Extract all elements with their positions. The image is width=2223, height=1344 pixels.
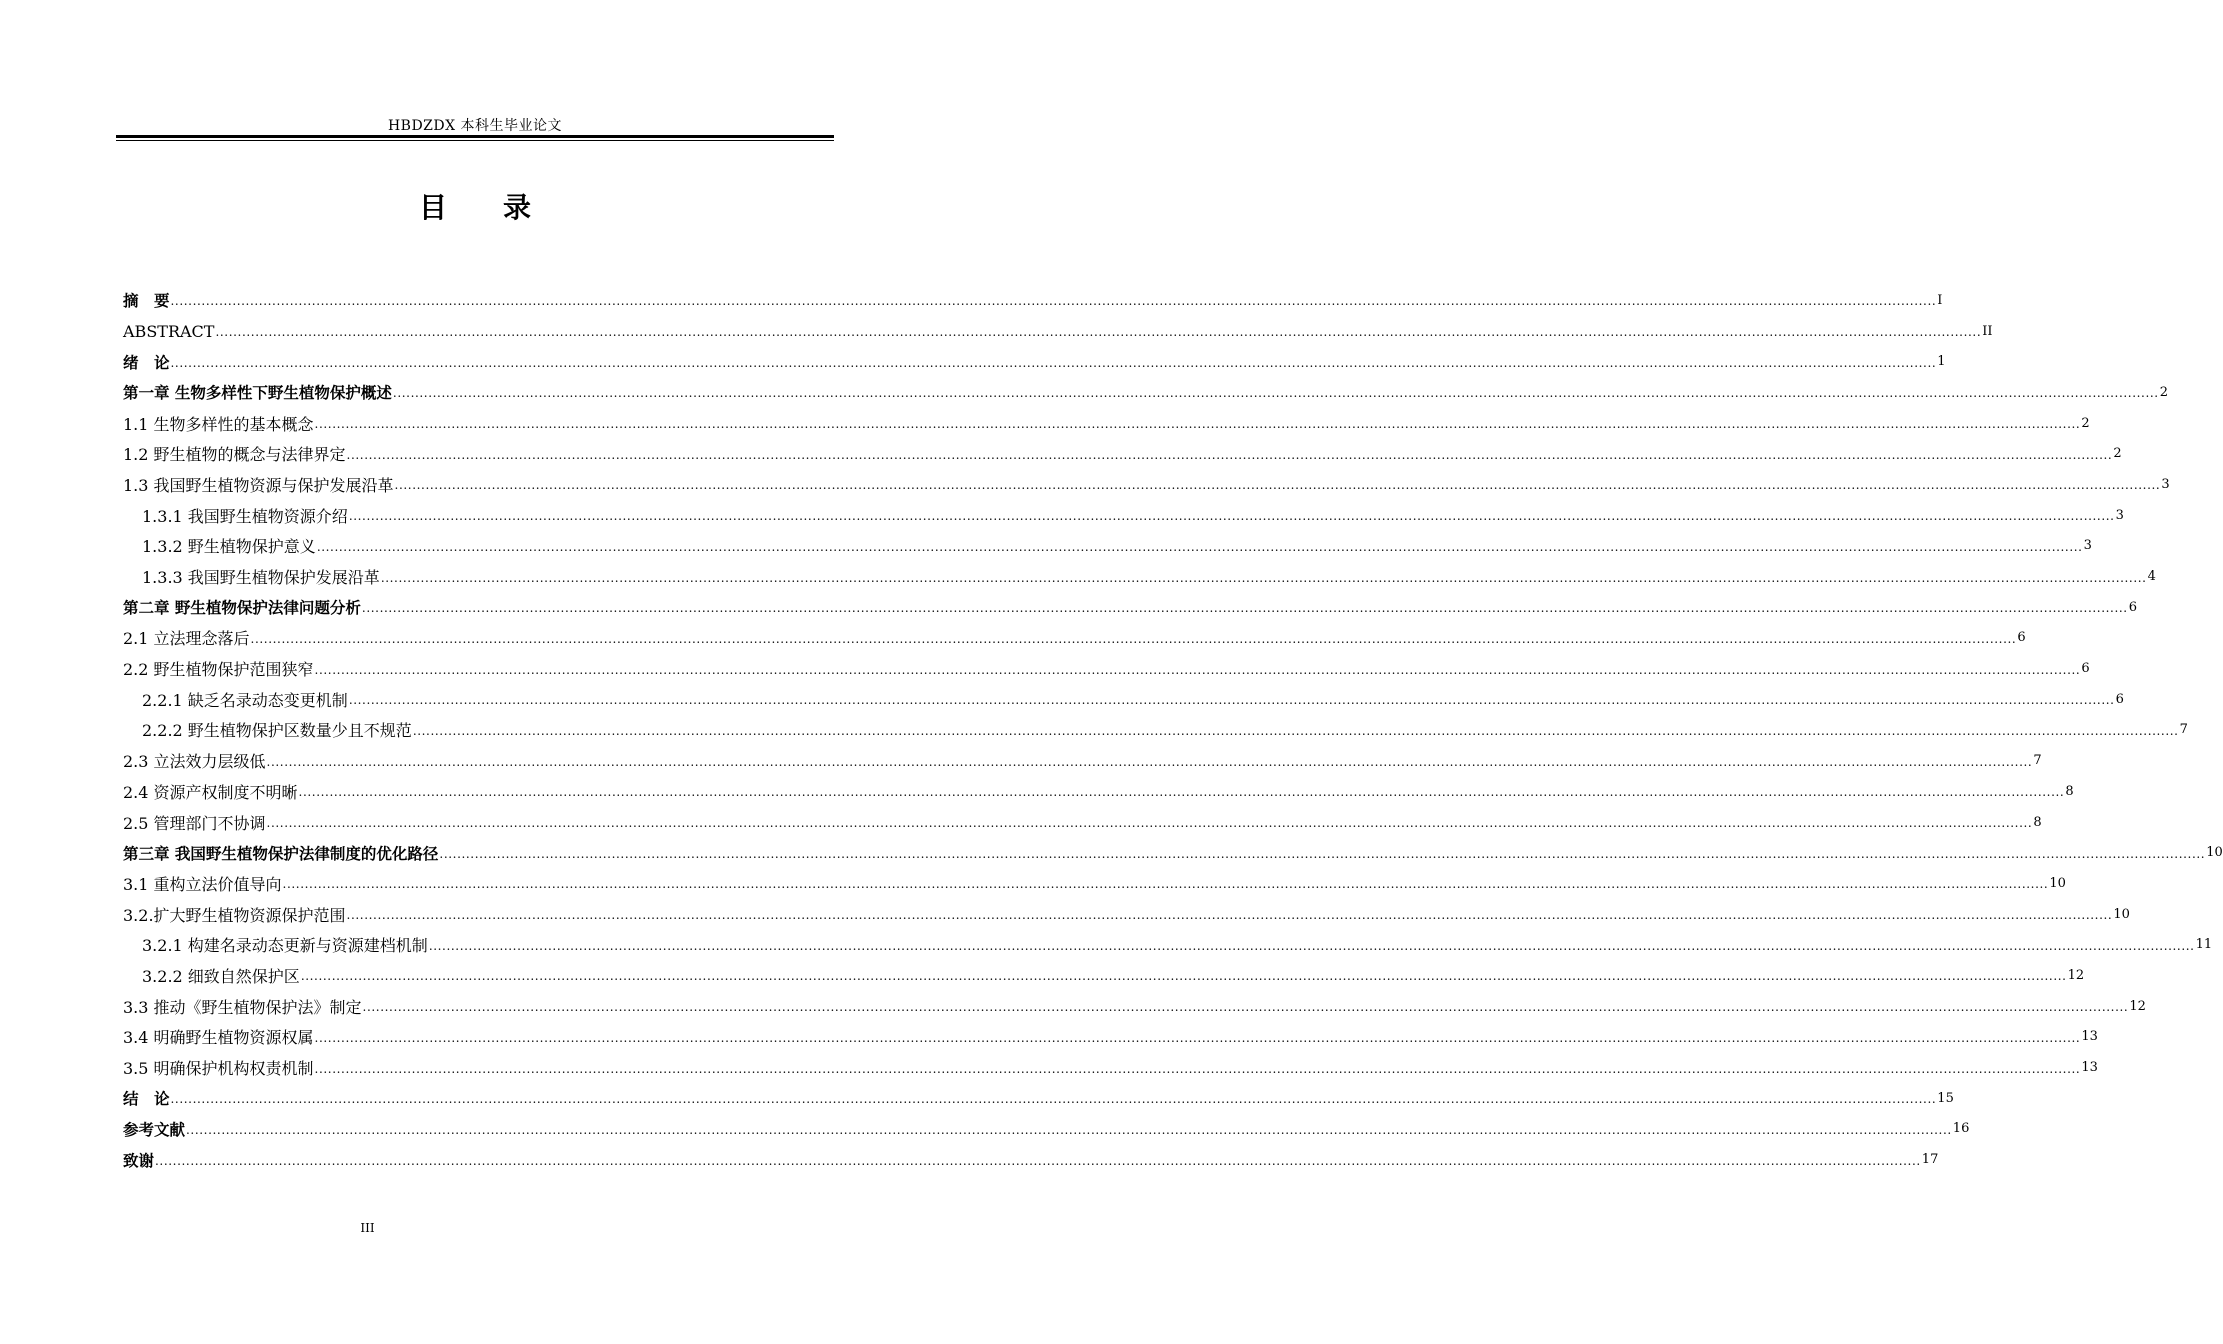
toc-entry-label: 3.4 明确野生植物资源权属 [123, 1028, 314, 1048]
toc-entry-label: 2.2 野生植物保护范围狭窄 [123, 660, 314, 680]
toc-leader-dots: ................................................................................................................................................................................................................................................................................................................................................................................................................ [348, 509, 2115, 524]
page-title [116, 186, 834, 226]
toc-leader-dots: ................................................................................................................................................................................................................................................................................................................................................................................................................ [215, 325, 1982, 340]
toc-entry-page: 3 [2083, 538, 2092, 554]
toc-entry-page: 10 [2049, 875, 2066, 891]
toc-entry-page: II [1982, 323, 1993, 339]
toc-entry-page: 6 [2081, 661, 2090, 677]
toc-leader-dots: ................................................................................................................................................................................................................................................................................................................................................................................................................ [155, 1153, 1921, 1168]
toc-entry-page: I [1937, 292, 1943, 308]
toc-entry-page: 2 [2113, 446, 2122, 462]
toc-entry-page: 1 [1937, 354, 1946, 370]
toc-entry[interactable] [123, 377, 2168, 408]
toc-entry-page: 10 [2113, 906, 2130, 922]
toc-leader-dots: ................................................................................................................................................................................................................................................................................................................................................................................................................ [392, 386, 2159, 401]
toc-entry-page: 8 [2065, 783, 2074, 799]
toc-leader-dots: ................................................................................................................................................................................................................................................................................................................................................................................................................ [314, 662, 2081, 677]
toc-leader-dots: ................................................................................................................................................................................................................................................................................................................................................................................................................ [314, 1030, 2081, 1045]
toc-entry[interactable] [123, 1083, 1954, 1114]
toc-entry-page: 7 [2179, 722, 2188, 738]
toc-leader-dots: ................................................................................................................................................................................................................................................................................................................................................................................................................ [170, 355, 1937, 370]
toc-entry-label: 绪 论 [123, 353, 170, 372]
toc-entry[interactable] [123, 745, 2042, 776]
toc-entry-label: 3.2.2 细致自然保护区 [142, 966, 300, 986]
toc-entry[interactable] [123, 285, 1943, 316]
toc-entry[interactable] [123, 653, 2090, 684]
toc-leader-dots: ................................................................................................................................................................................................................................................................................................................................................................................................................ [380, 570, 2147, 585]
toc-entry[interactable] [123, 346, 1946, 377]
toc-leader-dots: ................................................................................................................................................................................................................................................................................................................................................................................................................ [314, 417, 2081, 432]
toc-entry-page: 8 [2033, 814, 2042, 830]
toc-entry-label: 参考文献 [123, 1120, 186, 1139]
toc-leader-dots: ................................................................................................................................................................................................................................................................................................................................................................................................................ [362, 1000, 2129, 1015]
toc-entry[interactable] [123, 623, 2026, 654]
toc-entry-page: 2 [2159, 384, 2168, 400]
toc-entry-label: 1.3 我国野生植物资源与保护发展沿革 [123, 475, 394, 495]
toc-leader-dots: ................................................................................................................................................................................................................................................................................................................................................................................................................ [170, 294, 1937, 309]
toc-entry[interactable] [123, 776, 2074, 807]
toc-leader-dots: ................................................................................................................................................................................................................................................................................................................................................................................................................ [428, 938, 2195, 953]
toc-entry-page: 4 [2147, 569, 2156, 585]
toc-entry-label: 1.3.2 野生植物保护意义 [142, 537, 316, 557]
toc-entry-label: 3.1 重构立法价值导向 [123, 874, 282, 894]
toc-entry[interactable] [123, 807, 2042, 838]
toc-leader-dots: ................................................................................................................................................................................................................................................................................................................................................................................................................ [298, 785, 2065, 800]
toc-entry[interactable] [123, 1114, 1970, 1145]
toc-leader-dots: ................................................................................................................................................................................................................................................................................................................................................................................................................ [348, 693, 2115, 708]
toc-entry-page: 10 [2206, 845, 2223, 861]
toc-leader-dots: ................................................................................................................................................................................................................................................................................................................................................................................................................ [300, 969, 2067, 984]
header-rule-thick [116, 135, 834, 138]
toc-entry-page: 6 [2017, 630, 2026, 646]
toc-entry-label: 1.3.3 我国野生植物保护发展沿革 [142, 568, 380, 588]
toc-entry[interactable] [123, 960, 2085, 991]
toc-entry[interactable] [123, 561, 2156, 592]
toc-leader-dots: ................................................................................................................................................................................................................................................................................................................................................................................................................ [266, 816, 2033, 831]
toc-entry-page: 12 [2067, 967, 2085, 983]
toc-entry-label: ABSTRACT [123, 321, 215, 341]
toc-leader-dots: ................................................................................................................................................................................................................................................................................................................................................................................................................ [282, 877, 2049, 892]
toc-entry[interactable] [123, 899, 2130, 930]
toc-entry-label: 第三章 我国野生植物保护法律制度的优化路径 [123, 844, 439, 863]
toc-entry-label: 1.1 生物多样性的基本概念 [123, 414, 314, 434]
toc-entry-page: 13 [2081, 1029, 2098, 1045]
toc-entry[interactable] [123, 684, 2124, 715]
toc-entry-label: 结 论 [123, 1090, 170, 1109]
toc-entry-page: 3 [2161, 476, 2170, 492]
toc-entry-label: 致谢 [123, 1151, 155, 1170]
table-of-contents [123, 285, 2223, 1175]
toc-entry-page: 2 [2081, 415, 2090, 431]
toc-entry[interactable] [123, 868, 2066, 899]
toc-leader-dots: ................................................................................................................................................................................................................................................................................................................................................................................................................ [439, 846, 2206, 861]
toc-entry-label: 2.3 立法效力层级低 [123, 752, 266, 772]
toc-leader-dots: ................................................................................................................................................................................................................................................................................................................................................................................................................ [170, 1092, 1937, 1107]
toc-entry[interactable] [123, 592, 2137, 623]
toc-entry-page: 17 [1921, 1152, 1939, 1168]
toc-entry[interactable] [123, 438, 2122, 469]
toc-entry[interactable] [123, 715, 2188, 746]
toc-leader-dots: ................................................................................................................................................................................................................................................................................................................................................................................................................ [394, 478, 2161, 493]
toc-leader-dots: ................................................................................................................................................................................................................................................................................................................................................................................................................ [316, 539, 2083, 554]
toc-entry-label: 摘 要 [123, 292, 170, 311]
toc-leader-dots: ................................................................................................................................................................................................................................................................................................................................................................................................................ [346, 908, 2113, 923]
toc-leader-dots: ................................................................................................................................................................................................................................................................................................................................................................................................................ [266, 754, 2033, 769]
toc-leader-dots: ................................................................................................................................................................................................................................................................................................................................................................................................................ [186, 1122, 1952, 1137]
title-char-2: 录 [503, 191, 532, 224]
toc-entry-label: 2.5 管理部门不协调 [123, 813, 266, 833]
toc-entry-page: 13 [2081, 1060, 2098, 1076]
toc-entry[interactable] [123, 316, 1993, 347]
toc-entry-page: 6 [2115, 691, 2124, 707]
toc-entry-label: 2.4 资源产权制度不明晰 [123, 782, 298, 802]
toc-entry-label: 3.2.1 构建名录动态更新与资源建档机制 [142, 936, 428, 956]
toc-entry[interactable] [123, 469, 2170, 500]
toc-entry-label: 2.2.2 野生植物保护区数量少且不规范 [142, 721, 412, 741]
toc-entry-label: 3.2.扩大野生植物资源保护范围 [123, 905, 346, 925]
toc-entry-page: 6 [2128, 599, 2137, 615]
toc-leader-dots: ................................................................................................................................................................................................................................................................................................................................................................................................................ [346, 447, 2113, 462]
toc-entry-label: 1.2 野生植物的概念与法律界定 [123, 445, 346, 465]
toc-entry-page: 11 [2195, 937, 2213, 953]
toc-entry[interactable] [123, 929, 2213, 960]
toc-entry[interactable] [123, 1052, 2098, 1083]
toc-leader-dots: ................................................................................................................................................................................................................................................................................................................................................................................................................ [314, 1061, 2081, 1076]
toc-entry[interactable] [123, 837, 2223, 868]
toc-leader-dots: ................................................................................................................................................................................................................................................................................................................................................................................................................ [361, 601, 2128, 616]
toc-entry-page: 12 [2129, 998, 2146, 1014]
toc-entry-page: 3 [2115, 507, 2124, 523]
toc-entry-label: 第二章 野生植物保护法律问题分析 [123, 599, 361, 618]
toc-entry-page: 16 [1952, 1121, 1970, 1137]
toc-entry-label: 2.2.1 缺乏名录动态变更机制 [142, 690, 348, 710]
toc-entry[interactable] [123, 531, 2092, 562]
toc-entry[interactable] [123, 1022, 2098, 1053]
toc-entry[interactable] [123, 500, 2124, 531]
toc-entry-label: 2.1 立法理念落后 [123, 629, 250, 649]
title-char-1: 目 [418, 191, 447, 224]
toc-entry[interactable] [123, 408, 2090, 439]
toc-entry-page: 15 [1937, 1090, 1954, 1106]
toc-entry-label: 3.3 推动《野生植物保护法》制定 [123, 997, 362, 1017]
toc-entry-label: 3.5 明确保护机构权责机制 [123, 1059, 314, 1079]
page-header: HBDZDX 本科生毕业论文 [387, 118, 563, 134]
toc-entry[interactable] [123, 991, 2146, 1022]
toc-entry-label: 第一章 生物多样性下野生植物保护概述 [123, 384, 392, 403]
toc-entry[interactable] [123, 1144, 1939, 1175]
page-number: III [360, 1221, 375, 1235]
toc-entry-page: 7 [2033, 753, 2042, 769]
toc-entry-label: 1.3.1 我国野生植物资源介绍 [142, 506, 348, 526]
toc-leader-dots: ................................................................................................................................................................................................................................................................................................................................................................................................................ [250, 631, 2017, 646]
header-rule-thin [116, 140, 834, 141]
toc-leader-dots: ................................................................................................................................................................................................................................................................................................................................................................................................................ [412, 723, 2179, 738]
